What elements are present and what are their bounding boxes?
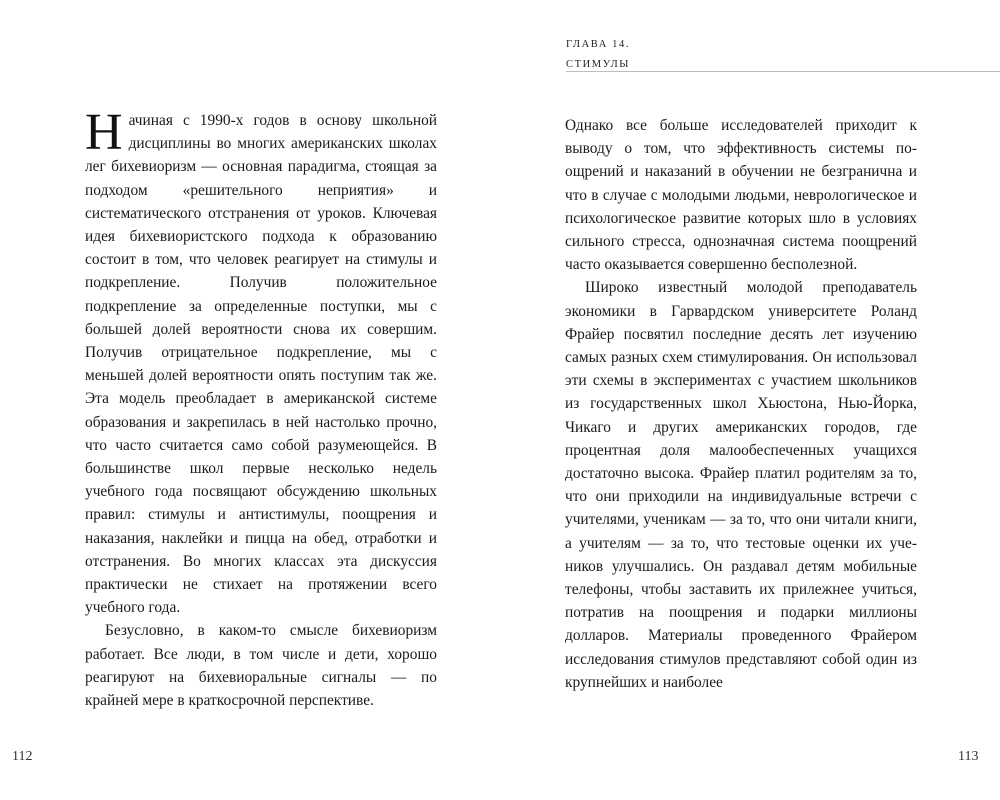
paragraph (85, 104, 437, 619)
paragraph: Однако все больше исследователей приходит к выводу о том, что эффективность системы поощрений и наказаний в обучении не безгранична и что в случае с молодыми людьми, неврологическое и психологическое развитие которых шло в условиях сильного стресса, однозначная система поощрений часто оказывается совершенно бесполезной. (565, 117, 917, 274)
paragraph-text: ачиная с 1990-х годов в основу школьной дисциплины во многих американских школах лег бихевиоризм — основная парадигма, стоящая за подходом «решительного неприятия» и систематического отстранения от уроков. Ключевая идея бихевиористского подхода к образованию состоит в том, что человек реагирует на стимулы и подкрепление. Получив положительное подкрепление за определенные поступки, мы с большей долей вероятности снова их совершим. Получив отрицательное подкрепление, мы с меньшей долей вероятности опять поступим так же. Эта модель преобладает в американской системе образования и закрепилась в ней настолько прочно, что часто считается само собой разумеющейся. В большинстве школ первые несколько недель учебного года посвящают обсуждению школьных правил: стимулы и антистимулы, поощрения и наказания, наклейки и пицца на обед, отработки и отстранения. Во многих классах эта дискуссия практически не стихает на протяжении всего учебного года. (85, 112, 437, 617)
page-number-right: 113 (958, 749, 979, 764)
paragraph: Безусловно, в каком-то смысле бихевиоризм работает. Все люди, в том числе и дети, хорошо реагируют на бихевиоральные сигналы — по крайней мере в краткосрочной перспективе. (85, 622, 437, 710)
left-body-text (85, 104, 437, 712)
right-body-text (565, 114, 917, 694)
header-rule (566, 71, 1000, 72)
paragraph: Широко известный молодой преподаватель экономики в Гарвардском университете Роланд Фрайер посвятил последние десять лет изучению самых разных схем стимулирования. Он использовал эти схемы в экспериментах с участием школьников из государственных школ Хьюстона, Нью-Йорка, Чикаго и других американских городов, где процентная доля малообеспеченных учащихся достаточно высока. Фрайер платил родителям за то, что они приходили на индивидуальные встречи с учителями, ученикам — за то, что они читали книги, а учителям — за то, что тестовые оценки их учеников улучшались. Он раздавал детям мобильные телефоны, чтобы заставить их прилежнее учиться, потратив на поощрения и подарки миллионы долларов. Материалы проведенного Фрайером исследования стимулов представляют собой один из крупнейших и наиболее (565, 279, 917, 691)
header-title: СТИМУЛЫ (566, 59, 631, 70)
header-chapter: ГЛАВА 14. (566, 39, 631, 50)
page-number-left: 112 (12, 749, 33, 764)
running-header (566, 38, 1000, 72)
drop-cap: Н (85, 104, 123, 161)
